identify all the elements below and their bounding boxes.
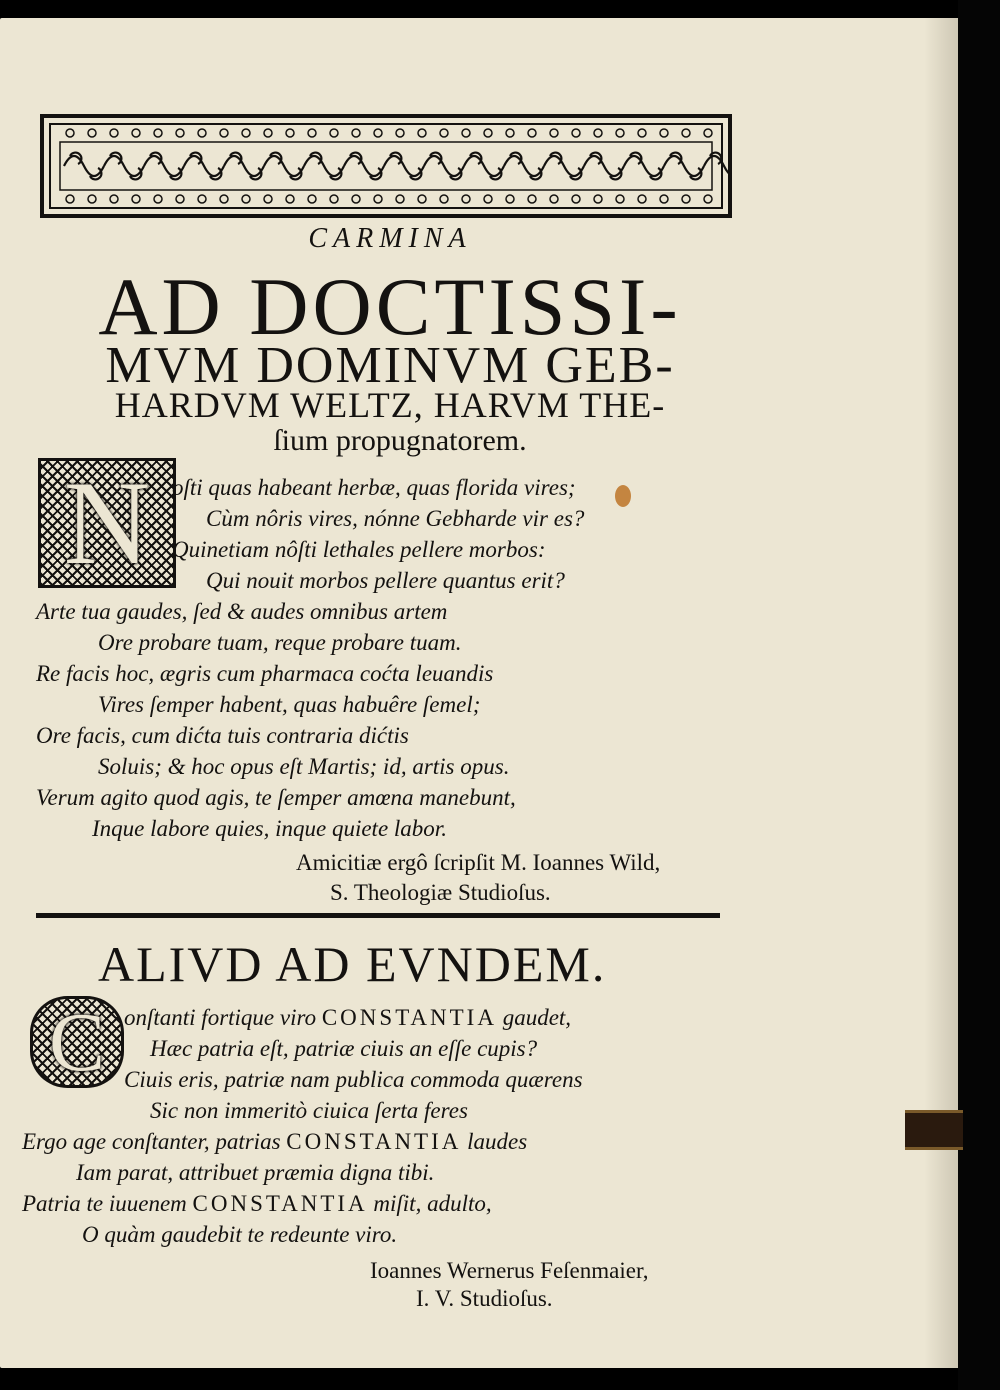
initial-letter: N bbox=[63, 456, 151, 589]
book-page bbox=[0, 18, 964, 1368]
verse-line: Ore facis, cum dićta tuis contraria dićtis bbox=[36, 723, 409, 748]
verse-line: Vires ſemper habent, quas habuêre ſemel; bbox=[98, 692, 481, 717]
verse-line: Sic non immeritò ciuica ſerta feres bbox=[150, 1098, 468, 1123]
verse-line: Iam parat, attribuet præmia digna tibi. bbox=[76, 1160, 435, 1185]
title-line-3: HARDVM WELTZ, HARVM THE- bbox=[114, 385, 666, 425]
verse-line: onſtanti fortique viro CONSTANTIA gaudet, bbox=[124, 1005, 572, 1030]
verse-line: Cùm nôris vires, nónne Gebharde vir es? bbox=[206, 506, 585, 531]
verse-line: Quinetiam nôſti lethales pellere morbos: bbox=[172, 537, 546, 562]
verse-line: Verum agito quod agis, te ſemper amœna manebunt, bbox=[36, 785, 516, 810]
page-tab-marker bbox=[905, 1110, 963, 1150]
verse-line: Hæc patria eſt, patriæ ciuis an eſſe cupis? bbox=[150, 1036, 538, 1061]
scan-background-edge bbox=[958, 0, 1000, 1390]
verse-line: Soluis; & hoc opus eſt Martis; id, artis opus. bbox=[98, 754, 510, 779]
verse-line: Ergo age conſtanter, patrias CONSTANTIA laudes bbox=[22, 1129, 528, 1154]
signature-line: Ioannes Wernerus Feſenmaier, bbox=[370, 1258, 649, 1283]
signature-line: I. V. Studioſus. bbox=[416, 1286, 553, 1311]
foxing-stain bbox=[615, 485, 631, 507]
ornamental-headpiece bbox=[40, 114, 732, 218]
horizontal-rule bbox=[36, 913, 720, 918]
signature-line: Amicitiæ ergô ſcripſit M. Ioannes Wild, bbox=[296, 850, 661, 875]
signature-line: S. Theologiæ Studioſus. bbox=[330, 880, 551, 905]
verse-line: oſti quas habeant herbæ, quas florida vires; bbox=[172, 475, 576, 500]
verse-line: Arte tua gaudes, ſed & audes omnibus artem bbox=[36, 599, 448, 624]
verse-line: Patria te iuuenem CONSTANTIA miſit, adulto, bbox=[22, 1191, 492, 1216]
verse-line: Inque labore quies, inque quiete labor. bbox=[92, 816, 447, 841]
initial-letter: C bbox=[48, 995, 106, 1089]
title-line-1: AD DOCTISSI- bbox=[98, 261, 682, 352]
verse-line: Ore probare tuam, reque probare tuam. bbox=[98, 630, 462, 655]
title-line-2: MVM DOMINVM GEB- bbox=[105, 337, 675, 394]
title-line-4: ſium propugnatorem. bbox=[273, 424, 527, 457]
verse-line: Ciuis eris, patriæ nam publica commoda quærens bbox=[124, 1067, 583, 1092]
verse-line: Re facis hoc, ægris cum pharmaca coćta leuandis bbox=[36, 661, 494, 686]
section-heading: CARMINA bbox=[308, 223, 472, 254]
decorated-initial-c bbox=[30, 996, 124, 1088]
decorated-initial-n bbox=[38, 458, 176, 588]
verse-line: O quàm gaudebit te redeunte viro. bbox=[82, 1222, 398, 1247]
section-heading: ALIVD AD EVNDEM. bbox=[98, 936, 607, 992]
verse-line: Qui nouit morbos pellere quantus erit? bbox=[206, 568, 565, 593]
